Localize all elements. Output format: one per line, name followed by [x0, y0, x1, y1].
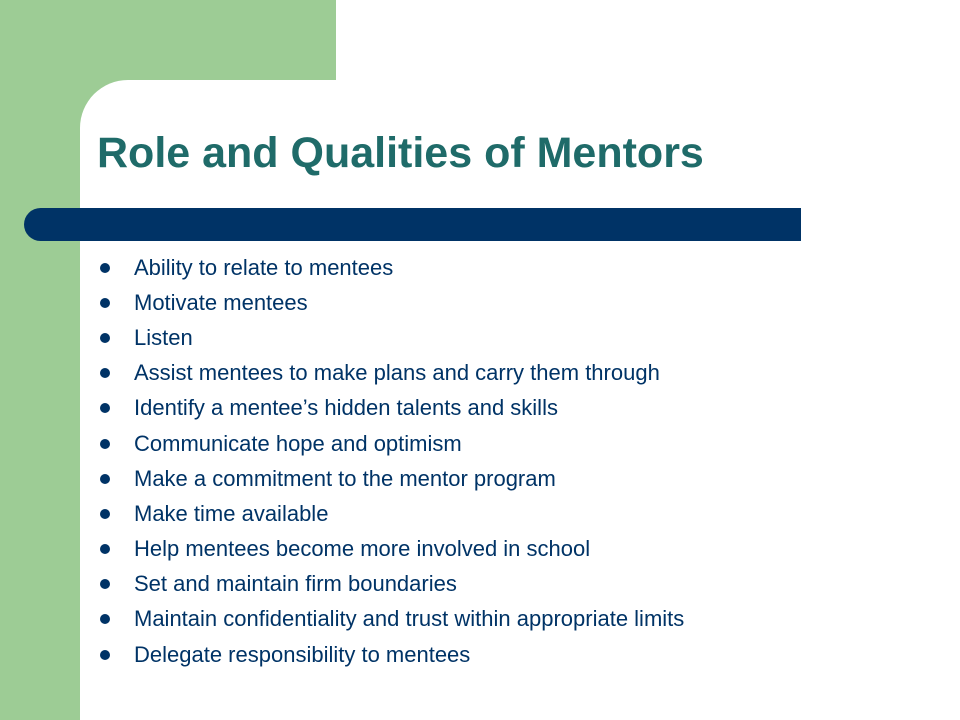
bullet-icon — [100, 474, 110, 484]
bullet-text: Help mentees become more involved in school — [134, 536, 591, 562]
bullet-icon — [100, 333, 110, 343]
bullet-text: Set and maintain firm boundaries — [134, 571, 457, 597]
bullet-text: Communicate hope and optimism — [134, 430, 462, 456]
bullet-icon — [100, 439, 110, 449]
bullet-text: Listen — [134, 324, 193, 350]
bullet-icon — [100, 298, 110, 308]
bullet-text: Make a commitment to the mentor program — [134, 465, 556, 491]
bullet-text: Maintain confidentiality and trust within appropriate limits — [134, 606, 685, 632]
bullet-icon — [100, 509, 110, 519]
bullet-icon — [100, 263, 110, 273]
bullet-text: Delegate responsibility to mentees — [134, 641, 471, 667]
slide-title: Role and Qualities of Mentors — [97, 129, 704, 177]
title-divider-bar — [24, 208, 801, 241]
bullet-icon — [100, 650, 110, 660]
bullet-text: Ability to relate to mentees — [134, 254, 394, 280]
bullet-text: Motivate mentees — [134, 289, 308, 315]
bullet-text: Make time available — [134, 500, 329, 526]
bullet-text: Identify a mentee’s hidden talents and skills — [134, 395, 558, 421]
bullet-text: Assist mentees to make plans and carry them through — [134, 360, 660, 386]
